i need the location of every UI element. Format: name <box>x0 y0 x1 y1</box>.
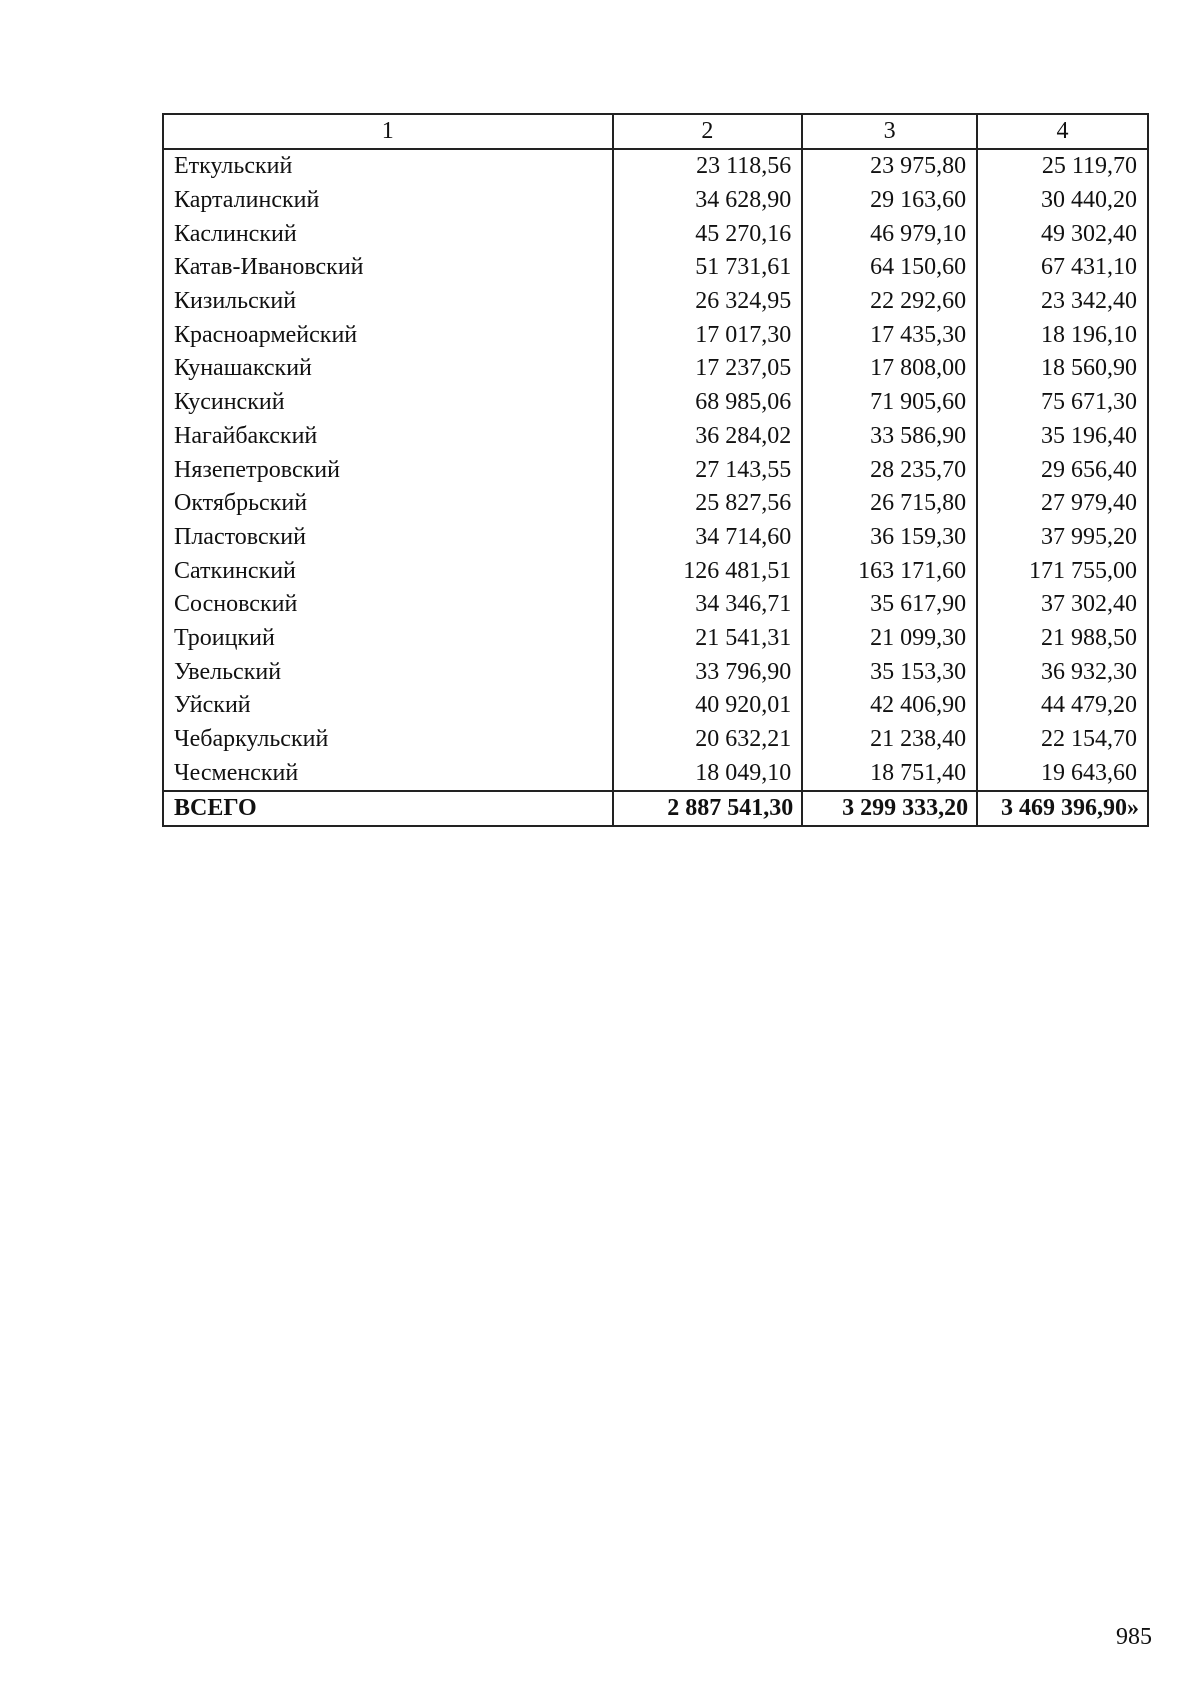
table-row <box>163 285 1148 319</box>
row-value-col3: 17 435,30 <box>802 318 977 352</box>
row-value-col4: 18 196,10 <box>977 318 1148 352</box>
row-value-col4: 21 988,50 <box>977 622 1148 656</box>
row-value-col2: 26 324,95 <box>613 285 803 319</box>
row-value-col3: 71 905,60 <box>802 386 977 420</box>
row-value-col3: 46 979,10 <box>802 217 977 251</box>
table-header-row <box>163 114 1148 149</box>
row-value-col2: 45 270,16 <box>613 217 803 251</box>
row-value-col4: 22 154,70 <box>977 723 1148 757</box>
row-value-col3: 42 406,90 <box>802 689 977 723</box>
row-value-col2: 68 985,06 <box>613 386 803 420</box>
total-value-col2: 2 887 541,30 <box>613 791 803 826</box>
table-row <box>163 723 1148 757</box>
table-row <box>163 554 1148 588</box>
row-value-col4: 18 560,90 <box>977 352 1148 386</box>
table-row <box>163 588 1148 622</box>
row-value-col4: 36 932,30 <box>977 655 1148 689</box>
table-row <box>163 521 1148 555</box>
row-value-col4: 23 342,40 <box>977 285 1148 319</box>
total-value-col4: 3 469 396,90» <box>977 791 1148 826</box>
row-name: Нязепетровский <box>163 453 613 487</box>
row-value-col3: 21 238,40 <box>802 723 977 757</box>
budget-table <box>162 113 1149 827</box>
row-name: Сосновский <box>163 588 613 622</box>
column-header-1: 1 <box>163 114 613 149</box>
row-value-col2: 18 049,10 <box>613 756 803 791</box>
row-value-col2: 34 714,60 <box>613 521 803 555</box>
row-value-col3: 28 235,70 <box>802 453 977 487</box>
row-name: Карталинский <box>163 184 613 218</box>
row-value-col4: 35 196,40 <box>977 420 1148 454</box>
row-value-col3: 64 150,60 <box>802 251 977 285</box>
column-header-2: 2 <box>613 114 803 149</box>
row-value-col4: 171 755,00 <box>977 554 1148 588</box>
table-row <box>163 184 1148 218</box>
row-name: Кизильский <box>163 285 613 319</box>
table-row <box>163 622 1148 656</box>
row-value-col4: 44 479,20 <box>977 689 1148 723</box>
row-name: Уйский <box>163 689 613 723</box>
row-value-col2: 27 143,55 <box>613 453 803 487</box>
column-header-4: 4 <box>977 114 1148 149</box>
row-value-col3: 35 153,30 <box>802 655 977 689</box>
row-value-col4: 29 656,40 <box>977 453 1148 487</box>
row-value-col4: 49 302,40 <box>977 217 1148 251</box>
table-row <box>163 487 1148 521</box>
row-value-col2: 17 237,05 <box>613 352 803 386</box>
row-value-col4: 30 440,20 <box>977 184 1148 218</box>
row-value-col2: 20 632,21 <box>613 723 803 757</box>
row-name: Октябрьский <box>163 487 613 521</box>
row-value-col2: 34 346,71 <box>613 588 803 622</box>
row-value-col3: 35 617,90 <box>802 588 977 622</box>
row-value-col3: 17 808,00 <box>802 352 977 386</box>
row-value-col2: 36 284,02 <box>613 420 803 454</box>
page-number: 985 <box>1116 1624 1152 1650</box>
total-label: ВСЕГО <box>163 791 613 826</box>
row-name: Нагайбакский <box>163 420 613 454</box>
table-row <box>163 318 1148 352</box>
row-value-col2: 126 481,51 <box>613 554 803 588</box>
row-value-col4: 75 671,30 <box>977 386 1148 420</box>
row-value-col4: 27 979,40 <box>977 487 1148 521</box>
row-value-col4: 19 643,60 <box>977 756 1148 791</box>
column-header-3: 3 <box>802 114 977 149</box>
table-row <box>163 386 1148 420</box>
row-value-col3: 18 751,40 <box>802 756 977 791</box>
row-value-col2: 34 628,90 <box>613 184 803 218</box>
row-value-col2: 25 827,56 <box>613 487 803 521</box>
row-name: Кусинский <box>163 386 613 420</box>
row-name: Чебаркульский <box>163 723 613 757</box>
table-row <box>163 453 1148 487</box>
row-value-col3: 22 292,60 <box>802 285 977 319</box>
table-row <box>163 420 1148 454</box>
row-value-col2: 51 731,61 <box>613 251 803 285</box>
table-row <box>163 149 1148 184</box>
row-value-col3: 36 159,30 <box>802 521 977 555</box>
row-value-col3: 29 163,60 <box>802 184 977 218</box>
row-name: Кунашакский <box>163 352 613 386</box>
row-value-col4: 37 995,20 <box>977 521 1148 555</box>
row-name: Пластовский <box>163 521 613 555</box>
row-value-col3: 26 715,80 <box>802 487 977 521</box>
table-row <box>163 756 1148 791</box>
row-name: Еткульский <box>163 149 613 184</box>
row-value-col3: 21 099,30 <box>802 622 977 656</box>
row-value-col2: 33 796,90 <box>613 655 803 689</box>
total-row <box>163 791 1148 826</box>
row-value-col2: 23 118,56 <box>613 149 803 184</box>
row-name: Катав-Ивановский <box>163 251 613 285</box>
row-value-col4: 37 302,40 <box>977 588 1148 622</box>
table-row <box>163 217 1148 251</box>
row-value-col3: 23 975,80 <box>802 149 977 184</box>
row-value-col2: 17 017,30 <box>613 318 803 352</box>
row-name: Каслинский <box>163 217 613 251</box>
table-row <box>163 689 1148 723</box>
row-name: Саткинский <box>163 554 613 588</box>
row-value-col4: 25 119,70 <box>977 149 1148 184</box>
table-row <box>163 655 1148 689</box>
table-row <box>163 251 1148 285</box>
row-value-col2: 40 920,01 <box>613 689 803 723</box>
table-row <box>163 352 1148 386</box>
row-value-col2: 21 541,31 <box>613 622 803 656</box>
row-name: Увельский <box>163 655 613 689</box>
row-name: Троицкий <box>163 622 613 656</box>
row-name: Красноармейский <box>163 318 613 352</box>
row-value-col3: 163 171,60 <box>802 554 977 588</box>
row-value-col4: 67 431,10 <box>977 251 1148 285</box>
row-name: Чесменский <box>163 756 613 791</box>
total-value-col3: 3 299 333,20 <box>802 791 977 826</box>
row-value-col3: 33 586,90 <box>802 420 977 454</box>
